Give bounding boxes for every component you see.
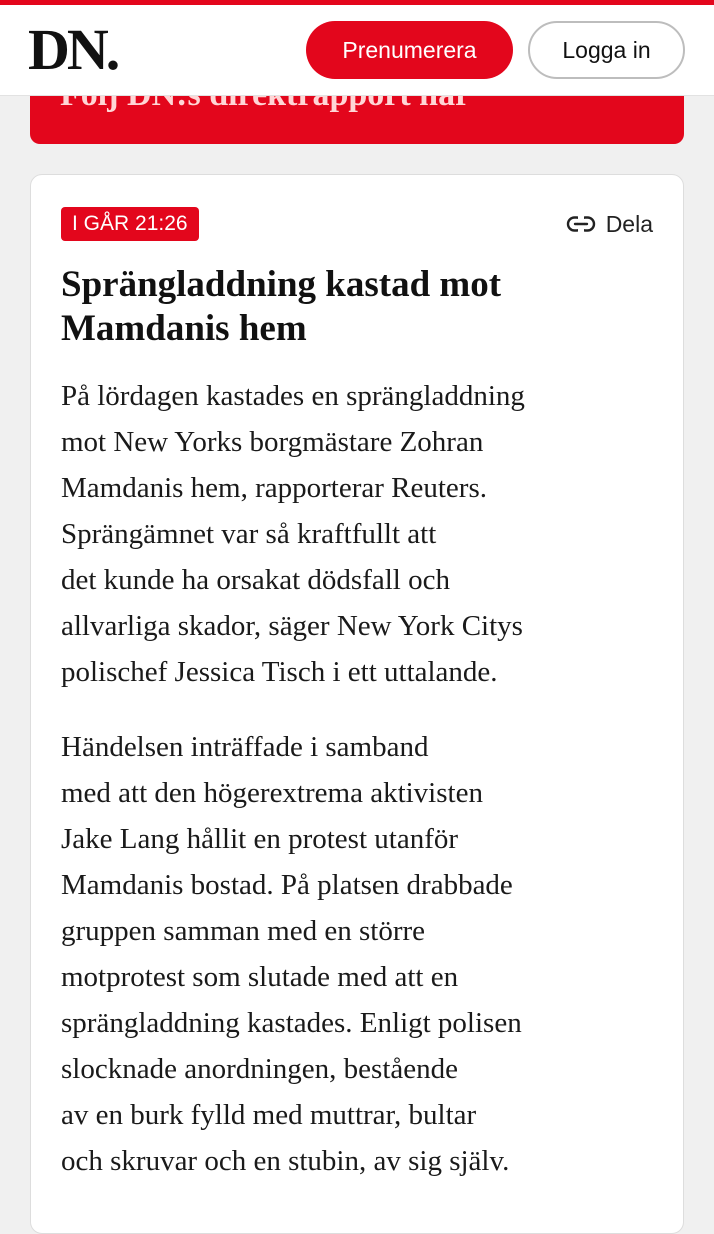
paragraph-line: På lördagen kastades en sprängladdning	[61, 380, 525, 412]
paragraph-line: mot New Yorks borgmästare Zohran	[61, 426, 484, 458]
site-header	[0, 5, 714, 96]
timestamp-badge: I GÅR 21:26	[61, 207, 199, 241]
paragraph-line: sprängladdning kastades. Enligt polisen	[61, 1007, 522, 1039]
paragraph-line: gruppen samman med en större	[61, 915, 426, 947]
paragraph-line: slocknade anordningen, bestående	[61, 1053, 458, 1085]
share-button[interactable]	[566, 207, 653, 241]
article-card	[30, 174, 684, 1234]
paragraph-line: allvarliga skador, säger New York Citys	[61, 610, 523, 642]
share-label: Dela	[605, 210, 653, 237]
paragraph-line: polischef Jessica Tisch i ett uttalande.	[61, 656, 498, 688]
paragraph-line: med att den högerextrema aktivisten	[61, 777, 483, 809]
article-headline: Sprängladdning kastad mot Mamdanis hem	[61, 264, 502, 349]
paragraph-line: av en burk fylld med muttrar, bultar	[61, 1099, 477, 1131]
paragraph-line: Sprängämnet var så kraftfullt att	[61, 518, 437, 550]
dn-logo[interactable]: DN.	[28, 17, 118, 82]
subscribe-button[interactable]: Prenumerera	[306, 21, 513, 79]
article-paragraph-1	[61, 373, 661, 695]
paragraph-line: Jake Lang hållit en protest utanför	[61, 823, 459, 855]
paragraph-line: Händelsen inträffade i samband	[61, 731, 429, 763]
paragraph-line: Mamdanis hem, rapporterar Reuters.	[61, 472, 487, 504]
login-button[interactable]: Logga in	[528, 21, 685, 79]
article-paragraph-2	[61, 724, 661, 1184]
paragraph-line: motprotest som slutade med att en	[61, 961, 459, 993]
paragraph-line: Mamdanis bostad. På platsen drabbade	[61, 869, 513, 901]
link-icon	[566, 215, 596, 233]
paragraph-line: det kunde ha orsakat dödsfall och	[61, 564, 450, 596]
paragraph-line: och skruvar och en stubin, av sig själv.	[61, 1145, 510, 1177]
